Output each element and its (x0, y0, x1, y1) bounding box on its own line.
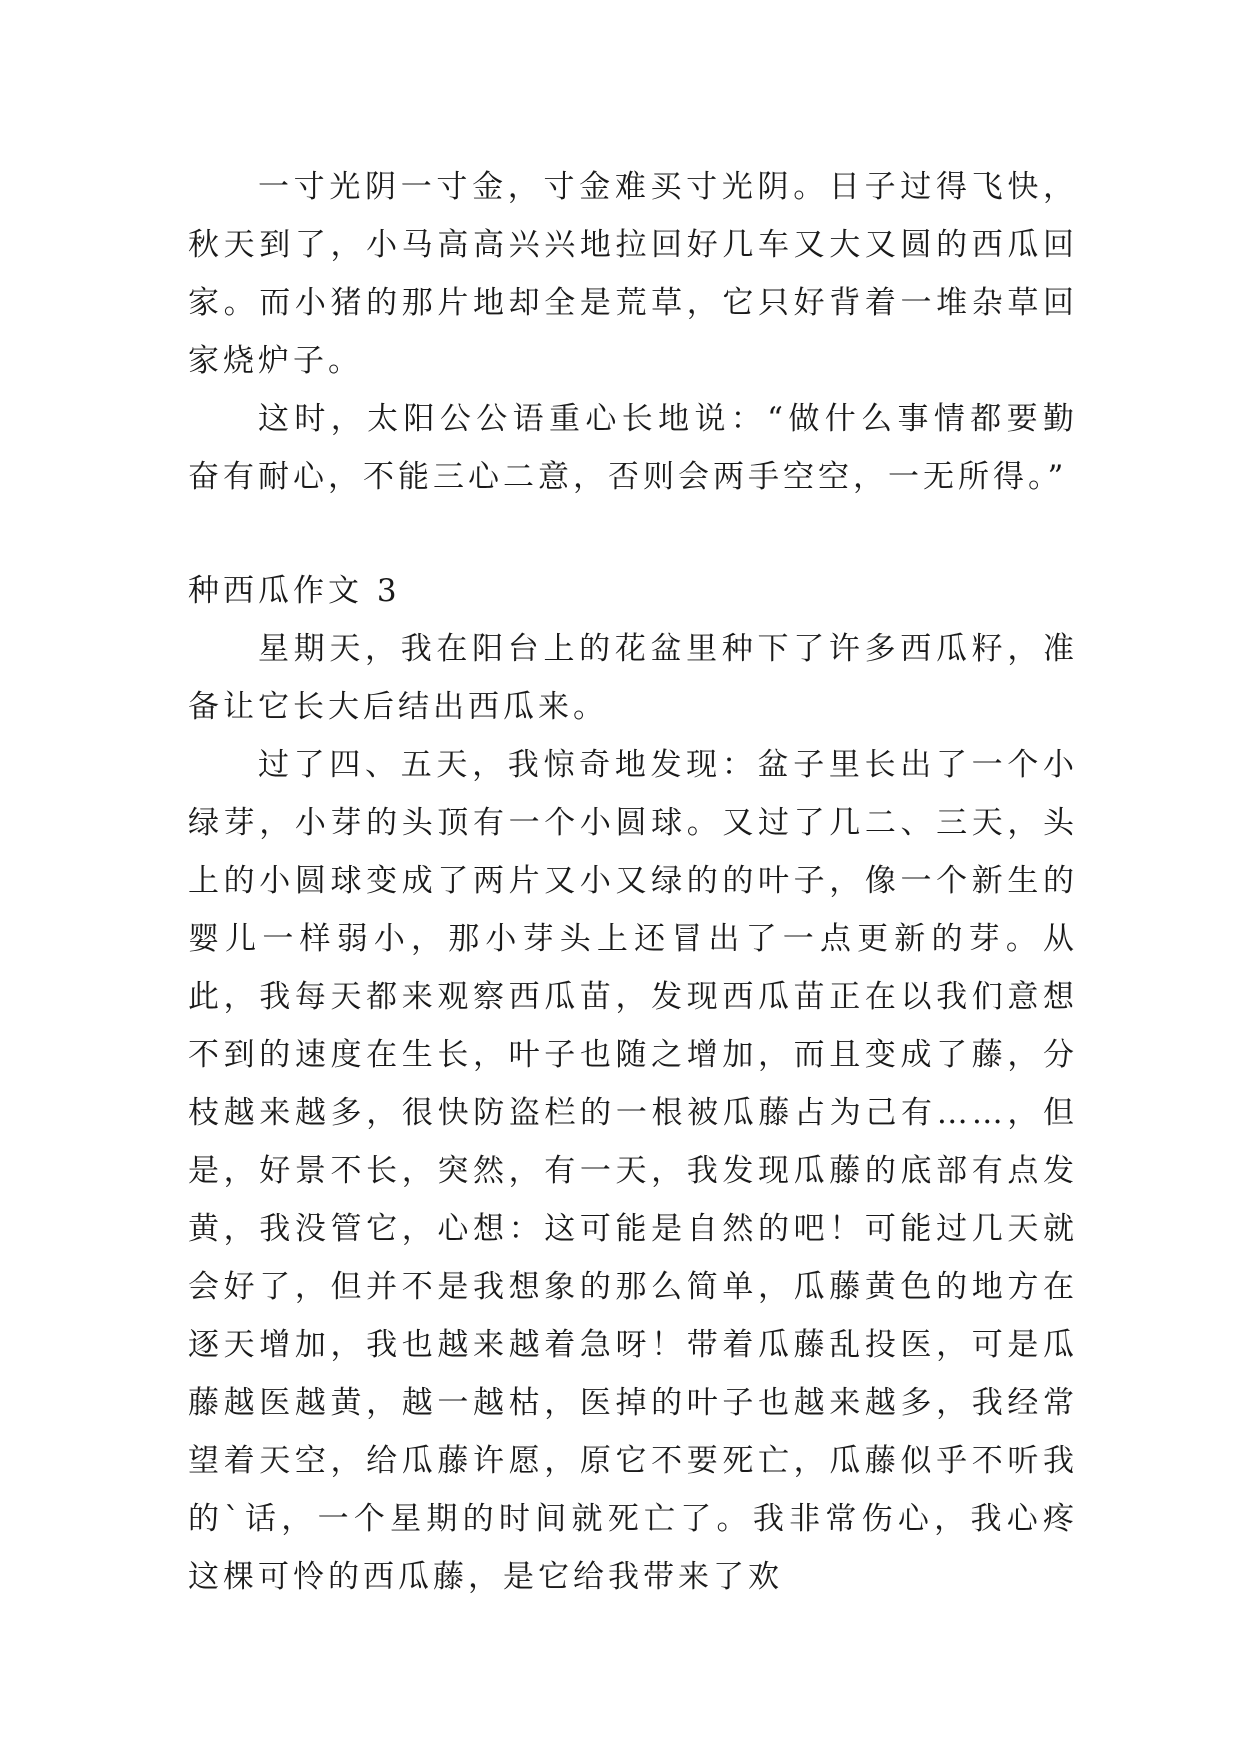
section-heading: 种西瓜作文 3 (188, 573, 401, 609)
document-body (188, 158, 1078, 1606)
paragraph-2: 这时，太阳公公语重心长地说：“做什么事情都要勤奋有耐心，不能三心二意，否则会两手空空，一无所得。” (188, 401, 1078, 495)
paragraph-3: 星期天，我在阳台上的花盆里种下了许多西瓜籽，准备让它长大后结出西瓜来。 (188, 631, 1078, 725)
paragraph-1: 一寸光阴一寸金，寸金难买寸光阴。日子过得飞快，秋天到了，小马高高兴兴地拉回好几车又大又圆的西瓜回家。而小猪的那片地却全是荒草，它只好背着一堆杂草回家烧炉子。 (188, 169, 1078, 379)
paragraph-4: 过了四、五天，我惊奇地发现：盆子里长出了一个小绿芽，小芽的头顶有一个小圆球。又过了几二、三天，头上的小圆球变成了两片又小又绿的的叶子，像一个新生的婴儿一样弱小，那小芽头上还冒出了一点更新的芽。从此，我每天都来观察西瓜苗，发现西瓜苗正在以我们意想不到的速度在生长，叶子也随之增加，而且变成了藤，分枝越来越多，很快防盗栏的一根被瓜藤占为己有……，但是，好景不长，突然，有一天，我发现瓜藤的底部有点发黄，我没管它，心想：这可能是自然的吧！可能过几天就会好了，但并不是我想象的那么简单，瓜藤黄色的地方在逐天增加，我也越来越着急呀！带着瓜藤乱投医，可是瓜藤越医越黄，越一越枯，医掉的叶子也越来越多，我经常望着天空，给瓜藤许愿，原它不要死亡，瓜藤似乎不听我的`话，一个星期的时间就死亡了。我非常伤心，我心疼这棵可怜的西瓜藤，是它给我带来了欢 (188, 747, 1078, 1595)
